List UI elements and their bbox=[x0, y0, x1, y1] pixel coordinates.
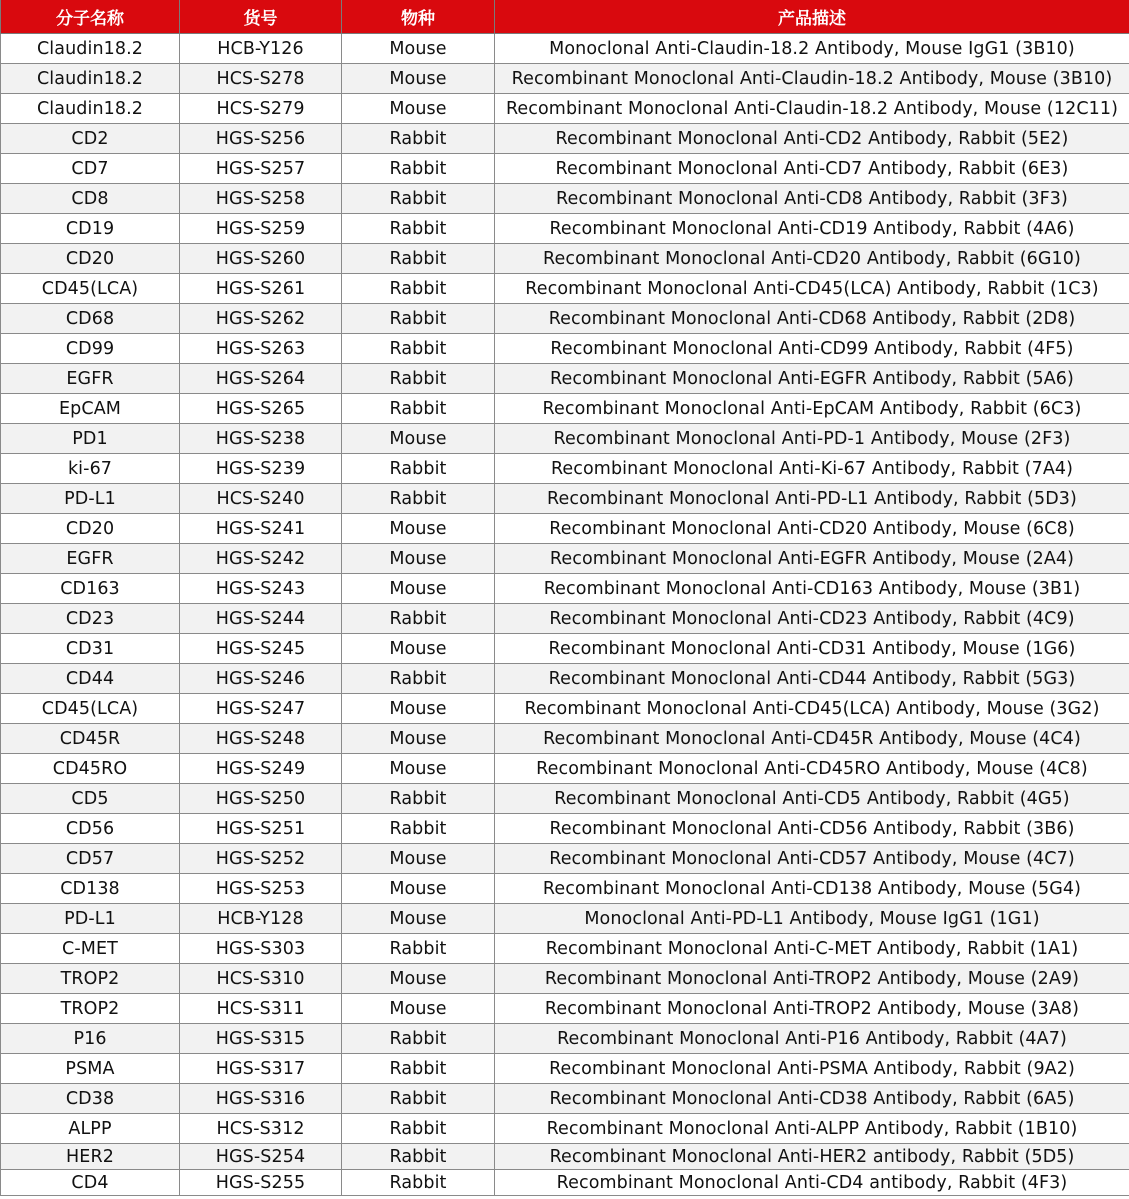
table-row bbox=[1, 994, 1129, 1024]
cell-species: Rabbit bbox=[342, 1170, 495, 1196]
cell-molecule-name: CD23 bbox=[1, 604, 180, 634]
cell-species: Mouse bbox=[342, 694, 495, 724]
cell-product-description: Recombinant Monoclonal Anti-CD163 Antibody, Mouse (3B1) bbox=[495, 574, 1129, 604]
cell-catalog-number: HGS-S247 bbox=[180, 694, 342, 724]
table-row bbox=[1, 1084, 1129, 1114]
cell-molecule-name: CD99 bbox=[1, 334, 180, 364]
cell-species: Mouse bbox=[342, 634, 495, 664]
cell-catalog-number: HGS-S257 bbox=[180, 154, 342, 184]
table-row bbox=[1, 814, 1129, 844]
cell-molecule-name: CD45R bbox=[1, 724, 180, 754]
table-row bbox=[1, 904, 1129, 934]
cell-catalog-number: HGS-S303 bbox=[180, 934, 342, 964]
cell-species: Rabbit bbox=[342, 304, 495, 334]
cell-species: Rabbit bbox=[342, 484, 495, 514]
cell-catalog-number: HGS-S245 bbox=[180, 634, 342, 664]
cell-product-description: Recombinant Monoclonal Anti-CD38 Antibody, Rabbit (6A5) bbox=[495, 1084, 1129, 1114]
table-row bbox=[1, 184, 1129, 214]
cell-species: Rabbit bbox=[342, 394, 495, 424]
cell-molecule-name: CD5 bbox=[1, 784, 180, 814]
cell-catalog-number: HCB-Y126 bbox=[180, 34, 342, 64]
cell-catalog-number: HCS-S311 bbox=[180, 994, 342, 1024]
cell-product-description: Recombinant Monoclonal Anti-Claudin-18.2 Antibody, Mouse (3B10) bbox=[495, 64, 1129, 94]
cell-molecule-name: CD45(LCA) bbox=[1, 274, 180, 304]
table-row bbox=[1, 304, 1129, 334]
cell-catalog-number: HGS-S316 bbox=[180, 1084, 342, 1114]
cell-catalog-number: HCS-S240 bbox=[180, 484, 342, 514]
cell-catalog-number: HGS-S260 bbox=[180, 244, 342, 274]
cell-catalog-number: HGS-S315 bbox=[180, 1024, 342, 1054]
cell-molecule-name: TROP2 bbox=[1, 964, 180, 994]
cell-species: Rabbit bbox=[342, 214, 495, 244]
cell-catalog-number: HGS-S253 bbox=[180, 874, 342, 904]
cell-catalog-number: HGS-S246 bbox=[180, 664, 342, 694]
cell-species: Rabbit bbox=[342, 124, 495, 154]
cell-product-description: Recombinant Monoclonal Anti-TROP2 Antibody, Mouse (3A8) bbox=[495, 994, 1129, 1024]
table-row bbox=[1, 394, 1129, 424]
cell-molecule-name: PSMA bbox=[1, 1054, 180, 1084]
cell-molecule-name: EGFR bbox=[1, 364, 180, 394]
cell-species: Rabbit bbox=[342, 664, 495, 694]
cell-product-description: Recombinant Monoclonal Anti-CD56 Antibody, Rabbit (3B6) bbox=[495, 814, 1129, 844]
cell-molecule-name: TROP2 bbox=[1, 994, 180, 1024]
table-row bbox=[1, 1170, 1129, 1196]
cell-product-description: Recombinant Monoclonal Anti-Ki-67 Antibody, Rabbit (7A4) bbox=[495, 454, 1129, 484]
cell-molecule-name: CD20 bbox=[1, 514, 180, 544]
header-molecule-name: 分子名称 bbox=[1, 0, 180, 34]
cell-molecule-name: ki-67 bbox=[1, 454, 180, 484]
cell-product-description: Recombinant Monoclonal Anti-PD-1 Antibody, Mouse (2F3) bbox=[495, 424, 1129, 454]
cell-product-description: Recombinant Monoclonal Anti-CD20 Antibody, Mouse (6C8) bbox=[495, 514, 1129, 544]
cell-catalog-number: HGS-S262 bbox=[180, 304, 342, 334]
cell-product-description: Recombinant Monoclonal Anti-CD31 Antibody, Mouse (1G6) bbox=[495, 634, 1129, 664]
cell-species: Rabbit bbox=[342, 1024, 495, 1054]
cell-molecule-name: EpCAM bbox=[1, 394, 180, 424]
table-row bbox=[1, 94, 1129, 124]
table-row bbox=[1, 1114, 1129, 1144]
table-row bbox=[1, 124, 1129, 154]
cell-species: Rabbit bbox=[342, 1054, 495, 1084]
table-row bbox=[1, 274, 1129, 304]
table-row bbox=[1, 574, 1129, 604]
cell-species: Rabbit bbox=[342, 274, 495, 304]
table-row bbox=[1, 664, 1129, 694]
cell-species: Rabbit bbox=[342, 934, 495, 964]
cell-catalog-number: HGS-S251 bbox=[180, 814, 342, 844]
cell-species: Rabbit bbox=[342, 814, 495, 844]
cell-molecule-name: CD19 bbox=[1, 214, 180, 244]
cell-molecule-name: C-MET bbox=[1, 934, 180, 964]
cell-product-description: Recombinant Monoclonal Anti-CD45(LCA) Antibody, Mouse (3G2) bbox=[495, 694, 1129, 724]
cell-product-description: Recombinant Monoclonal Anti-HER2 antibody, Rabbit (5D5) bbox=[495, 1144, 1129, 1170]
table-row bbox=[1, 64, 1129, 94]
cell-molecule-name: P16 bbox=[1, 1024, 180, 1054]
cell-catalog-number: HGS-S265 bbox=[180, 394, 342, 424]
table-row bbox=[1, 364, 1129, 394]
table-row bbox=[1, 454, 1129, 484]
cell-product-description: Recombinant Monoclonal Anti-TROP2 Antibody, Mouse (2A9) bbox=[495, 964, 1129, 994]
cell-catalog-number: HCS-S312 bbox=[180, 1114, 342, 1144]
table-row bbox=[1, 724, 1129, 754]
cell-catalog-number: HGS-S261 bbox=[180, 274, 342, 304]
table-row bbox=[1, 1054, 1129, 1084]
table-row bbox=[1, 214, 1129, 244]
cell-species: Mouse bbox=[342, 34, 495, 64]
table-row bbox=[1, 514, 1129, 544]
cell-catalog-number: HGS-S248 bbox=[180, 724, 342, 754]
cell-species: Mouse bbox=[342, 424, 495, 454]
table-body bbox=[1, 34, 1129, 1196]
cell-molecule-name: PD-L1 bbox=[1, 904, 180, 934]
cell-catalog-number: HGS-S256 bbox=[180, 124, 342, 154]
cell-species: Rabbit bbox=[342, 244, 495, 274]
cell-catalog-number: HGS-S249 bbox=[180, 754, 342, 784]
cell-molecule-name: HER2 bbox=[1, 1144, 180, 1170]
cell-product-description: Recombinant Monoclonal Anti-EpCAM Antibody, Rabbit (6C3) bbox=[495, 394, 1129, 424]
cell-product-description: Recombinant Monoclonal Anti-EGFR Antibody, Mouse (2A4) bbox=[495, 544, 1129, 574]
cell-molecule-name: CD31 bbox=[1, 634, 180, 664]
cell-product-description: Recombinant Monoclonal Anti-P16 Antibody, Rabbit (4A7) bbox=[495, 1024, 1129, 1054]
cell-product-description: Recombinant Monoclonal Anti-CD8 Antibody, Rabbit (3F3) bbox=[495, 184, 1129, 214]
cell-molecule-name: CD68 bbox=[1, 304, 180, 334]
table-row bbox=[1, 334, 1129, 364]
cell-species: Rabbit bbox=[342, 784, 495, 814]
cell-catalog-number: HGS-S254 bbox=[180, 1144, 342, 1170]
cell-species: Mouse bbox=[342, 514, 495, 544]
cell-molecule-name: CD7 bbox=[1, 154, 180, 184]
header-product-description: 产品描述 bbox=[495, 0, 1129, 34]
cell-product-description: Recombinant Monoclonal Anti-C-MET Antibody, Rabbit (1A1) bbox=[495, 934, 1129, 964]
cell-catalog-number: HCS-S279 bbox=[180, 94, 342, 124]
table-row bbox=[1, 964, 1129, 994]
cell-catalog-number: HGS-S264 bbox=[180, 364, 342, 394]
cell-product-description: Recombinant Monoclonal Anti-CD23 Antibody, Rabbit (4C9) bbox=[495, 604, 1129, 634]
cell-catalog-number: HGS-S263 bbox=[180, 334, 342, 364]
table-row bbox=[1, 784, 1129, 814]
cell-species: Rabbit bbox=[342, 1084, 495, 1114]
cell-molecule-name: Claudin18.2 bbox=[1, 94, 180, 124]
table-row bbox=[1, 754, 1129, 784]
cell-species: Rabbit bbox=[342, 1144, 495, 1170]
cell-product-description: Recombinant Monoclonal Anti-CD99 Antibody, Rabbit (4F5) bbox=[495, 334, 1129, 364]
cell-molecule-name: CD138 bbox=[1, 874, 180, 904]
cell-molecule-name: CD38 bbox=[1, 1084, 180, 1114]
table-row bbox=[1, 484, 1129, 514]
cell-catalog-number: HGS-S238 bbox=[180, 424, 342, 454]
header-species: 物种 bbox=[342, 0, 495, 34]
cell-species: Mouse bbox=[342, 724, 495, 754]
cell-molecule-name: CD45RO bbox=[1, 754, 180, 784]
table-row bbox=[1, 844, 1129, 874]
cell-molecule-name: PD-L1 bbox=[1, 484, 180, 514]
cell-product-description: Recombinant Monoclonal Anti-CD4 antibody, Rabbit (4F3) bbox=[495, 1170, 1129, 1196]
cell-catalog-number: HGS-S243 bbox=[180, 574, 342, 604]
cell-catalog-number: HCS-S310 bbox=[180, 964, 342, 994]
cell-molecule-name: CD4 bbox=[1, 1170, 180, 1196]
cell-product-description: Recombinant Monoclonal Anti-CD5 Antibody, Rabbit (4G5) bbox=[495, 784, 1129, 814]
cell-catalog-number: HGS-S258 bbox=[180, 184, 342, 214]
cell-product-description: Recombinant Monoclonal Anti-CD20 Antibody, Rabbit (6G10) bbox=[495, 244, 1129, 274]
cell-molecule-name: PD1 bbox=[1, 424, 180, 454]
cell-product-description: Recombinant Monoclonal Anti-PD-L1 Antibody, Rabbit (5D3) bbox=[495, 484, 1129, 514]
cell-product-description: Recombinant Monoclonal Anti-PSMA Antibody, Rabbit (9A2) bbox=[495, 1054, 1129, 1084]
cell-catalog-number: HGS-S241 bbox=[180, 514, 342, 544]
cell-product-description: Recombinant Monoclonal Anti-CD68 Antibody, Rabbit (2D8) bbox=[495, 304, 1129, 334]
cell-species: Mouse bbox=[342, 544, 495, 574]
cell-molecule-name: CD20 bbox=[1, 244, 180, 274]
cell-product-description: Recombinant Monoclonal Anti-CD45R Antibody, Mouse (4C4) bbox=[495, 724, 1129, 754]
cell-product-description: Monoclonal Anti-Claudin-18.2 Antibody, Mouse IgG1 (3B10) bbox=[495, 34, 1129, 64]
cell-species: Mouse bbox=[342, 964, 495, 994]
table-row bbox=[1, 154, 1129, 184]
cell-species: Mouse bbox=[342, 754, 495, 784]
table-row bbox=[1, 1144, 1129, 1170]
cell-species: Mouse bbox=[342, 844, 495, 874]
cell-species: Rabbit bbox=[342, 364, 495, 394]
cell-molecule-name: CD2 bbox=[1, 124, 180, 154]
cell-species: Rabbit bbox=[342, 154, 495, 184]
cell-catalog-number: HGS-S252 bbox=[180, 844, 342, 874]
table-row bbox=[1, 34, 1129, 64]
cell-product-description: Recombinant Monoclonal Anti-CD19 Antibody, Rabbit (4A6) bbox=[495, 214, 1129, 244]
cell-molecule-name: CD56 bbox=[1, 814, 180, 844]
cell-species: Mouse bbox=[342, 574, 495, 604]
cell-molecule-name: CD57 bbox=[1, 844, 180, 874]
cell-catalog-number: HGS-S255 bbox=[180, 1170, 342, 1196]
table-row bbox=[1, 694, 1129, 724]
cell-molecule-name: CD45(LCA) bbox=[1, 694, 180, 724]
header-row bbox=[1, 0, 1129, 34]
cell-catalog-number: HGS-S259 bbox=[180, 214, 342, 244]
cell-product-description: Monoclonal Anti-PD-L1 Antibody, Mouse IgG1 (1G1) bbox=[495, 904, 1129, 934]
cell-species: Rabbit bbox=[342, 184, 495, 214]
cell-product-description: Recombinant Monoclonal Anti-CD45(LCA) Antibody, Rabbit (1C3) bbox=[495, 274, 1129, 304]
table-row bbox=[1, 1024, 1129, 1054]
cell-catalog-number: HGS-S250 bbox=[180, 784, 342, 814]
cell-product-description: Recombinant Monoclonal Anti-CD2 Antibody, Rabbit (5E2) bbox=[495, 124, 1129, 154]
cell-species: Rabbit bbox=[342, 334, 495, 364]
cell-species: Rabbit bbox=[342, 604, 495, 634]
cell-catalog-number: HGS-S242 bbox=[180, 544, 342, 574]
cell-catalog-number: HGS-S239 bbox=[180, 454, 342, 484]
cell-product-description: Recombinant Monoclonal Anti-CD44 Antibody, Rabbit (5G3) bbox=[495, 664, 1129, 694]
cell-catalog-number: HGS-S317 bbox=[180, 1054, 342, 1084]
cell-product-description: Recombinant Monoclonal Anti-ALPP Antibody, Rabbit (1B10) bbox=[495, 1114, 1129, 1144]
cell-molecule-name: CD8 bbox=[1, 184, 180, 214]
header-catalog-number: 货号 bbox=[180, 0, 342, 34]
cell-molecule-name: Claudin18.2 bbox=[1, 34, 180, 64]
table-row bbox=[1, 544, 1129, 574]
cell-species: Rabbit bbox=[342, 1114, 495, 1144]
cell-catalog-number: HCB-Y128 bbox=[180, 904, 342, 934]
cell-product-description: Recombinant Monoclonal Anti-EGFR Antibody, Rabbit (5A6) bbox=[495, 364, 1129, 394]
table-row bbox=[1, 424, 1129, 454]
cell-molecule-name: EGFR bbox=[1, 544, 180, 574]
cell-species: Mouse bbox=[342, 874, 495, 904]
table-row bbox=[1, 604, 1129, 634]
table-header bbox=[1, 0, 1129, 34]
cell-species: Mouse bbox=[342, 94, 495, 124]
cell-catalog-number: HGS-S244 bbox=[180, 604, 342, 634]
cell-product-description: Recombinant Monoclonal Anti-CD45RO Antibody, Mouse (4C8) bbox=[495, 754, 1129, 784]
cell-product-description: Recombinant Monoclonal Anti-CD138 Antibody, Mouse (5G4) bbox=[495, 874, 1129, 904]
cell-product-description: Recombinant Monoclonal Anti-CD7 Antibody, Rabbit (6E3) bbox=[495, 154, 1129, 184]
cell-species: Rabbit bbox=[342, 454, 495, 484]
cell-molecule-name: Claudin18.2 bbox=[1, 64, 180, 94]
table-row bbox=[1, 874, 1129, 904]
cell-species: Mouse bbox=[342, 64, 495, 94]
cell-molecule-name: CD44 bbox=[1, 664, 180, 694]
table-row bbox=[1, 244, 1129, 274]
cell-catalog-number: HCS-S278 bbox=[180, 64, 342, 94]
cell-molecule-name: CD163 bbox=[1, 574, 180, 604]
cell-product-description: Recombinant Monoclonal Anti-Claudin-18.2 Antibody, Mouse (12C11) bbox=[495, 94, 1129, 124]
table-row bbox=[1, 934, 1129, 964]
cell-molecule-name: ALPP bbox=[1, 1114, 180, 1144]
cell-species: Mouse bbox=[342, 904, 495, 934]
cell-species: Mouse bbox=[342, 994, 495, 1024]
table-row bbox=[1, 634, 1129, 664]
cell-product-description: Recombinant Monoclonal Anti-CD57 Antibody, Mouse (4C7) bbox=[495, 844, 1129, 874]
